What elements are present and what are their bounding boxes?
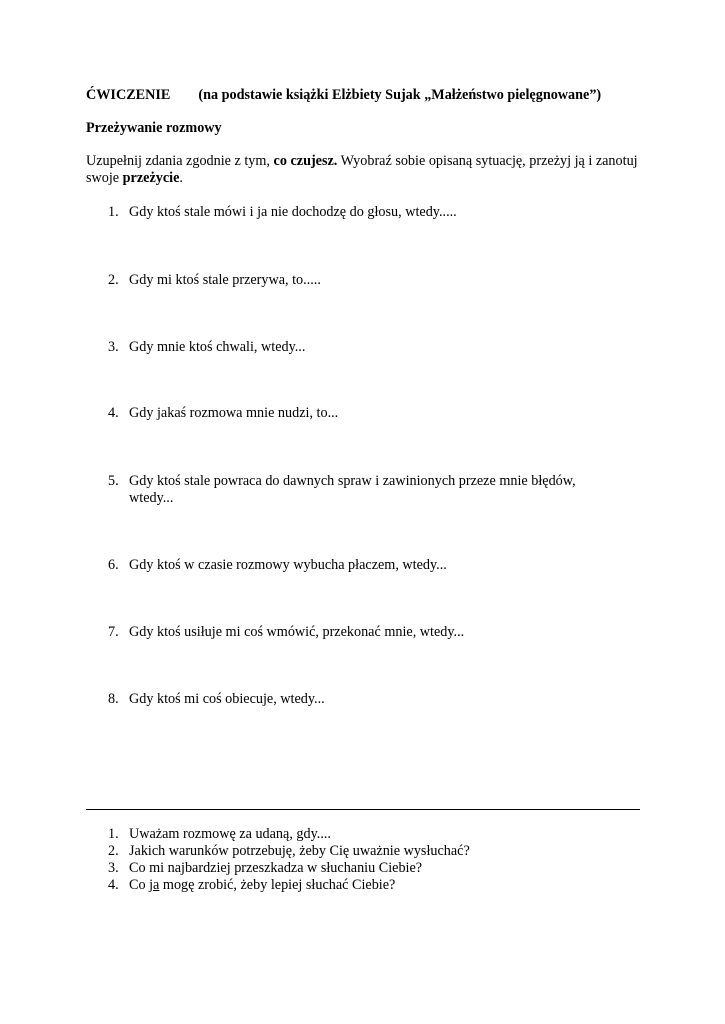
list-item-text: Gdy ktoś stale mówi i ja nie dochodzę do głosu, wtedy..... — [129, 204, 457, 220]
instructions-emphasis-1: co czujesz. — [273, 153, 338, 169]
list-item-number: 7. — [108, 624, 119, 640]
instructions-text-3: . — [179, 170, 183, 186]
list-item-text: Uważam rozmowę za udaną, gdy.... — [129, 826, 331, 842]
list-item-number: 6. — [108, 557, 119, 573]
list-item-number: 1. — [108, 204, 119, 220]
instructions-text-1: Uzupełnij zdania zgodnie z tym, — [86, 153, 274, 169]
instructions-emphasis-2: przeżycie — [122, 170, 180, 186]
instructions-text-2: Wyobraź sobie opisaną sytuację, przeżyj ją i zanotuj swoje — [86, 153, 638, 186]
list-item-text: Gdy ktoś usiłuje mi coś wmówić, przekonać mnie, wtedy... — [129, 624, 465, 640]
list-item-number: 3. — [108, 860, 119, 876]
source-note: (na podstawie książki Elżbiety Sujak „Małżeństwo pielęgnowane”) — [198, 87, 602, 103]
list-item-text: Co mi najbardziej przeszkadza w słuchaniu Ciebie? — [129, 860, 423, 876]
list-item-number: 3. — [108, 339, 119, 355]
list-item-text: Gdy ktoś mi coś obiecuje, wtedy... — [129, 691, 325, 707]
exercise-label: ĆWICZENIE — [86, 87, 171, 103]
page-title — [86, 87, 601, 104]
list-item-number: 2. — [108, 272, 119, 288]
list-item-text: Gdy jakaś rozmowa mnie nudzi, to... — [129, 405, 339, 421]
list-item-number: 5. — [108, 473, 119, 489]
list-item-text-post: mogę zrobić, żeby lepiej słuchać Ciebie? — [159, 877, 396, 893]
list-item-number: 1. — [108, 826, 119, 842]
list-item-text: Gdy ktoś w czasie rozmowy wybucha płaczem, wtedy... — [129, 557, 447, 573]
underlined-word: ja — [149, 877, 160, 893]
list-item-text: Gdy ktoś stale powraca do dawnych spraw i zawinionych przeze mnie błędów, wtedy... — [129, 473, 576, 506]
horizontal-divider — [86, 809, 640, 810]
list-item-number: 2. — [108, 843, 119, 859]
section-title: Przeżywanie rozmowy — [86, 120, 222, 136]
list-item-number: 8. — [108, 691, 119, 707]
list-item-text: Gdy mi ktoś stale przerywa, to..... — [129, 272, 321, 288]
list-item-number: 4. — [108, 405, 119, 421]
instructions-paragraph — [86, 153, 646, 187]
list-item-text-pre: Co — [129, 877, 150, 893]
list-item-text: Gdy mnie ktoś chwali, wtedy... — [129, 339, 306, 355]
list-item-text: Jakich warunków potrzebuję, żeby Cię uważnie wysłuchać? — [129, 843, 470, 859]
list-item-text — [129, 877, 649, 894]
list-item-number: 4. — [108, 877, 119, 893]
